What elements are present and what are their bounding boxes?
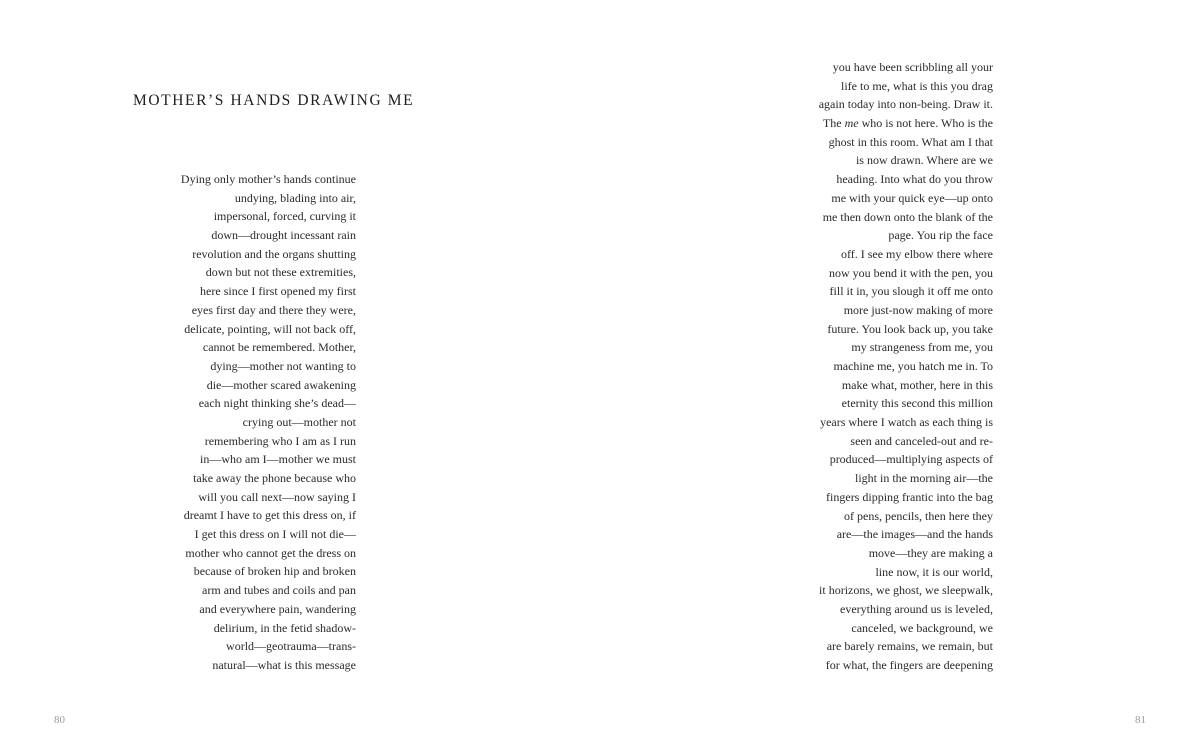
poem-line: take away the phone because who bbox=[193, 471, 356, 485]
poem-line: are barely remains, we remain, but bbox=[826, 639, 993, 654]
poem-line: more just-now making of more bbox=[843, 302, 993, 317]
page-number-left: 80 bbox=[54, 714, 65, 726]
poem-line: fill it in, you slough it off me onto bbox=[829, 284, 993, 299]
poem-line: seen and canceled-out and re- bbox=[850, 433, 993, 448]
poem-line: each night thinking she’s dead— bbox=[198, 396, 356, 411]
poem-line: light in the morning air—the bbox=[855, 471, 993, 486]
poem-line: heading. Into what do you throw bbox=[836, 172, 993, 187]
poem-line: delicate, pointing, will not back off, bbox=[184, 321, 356, 336]
poem-line: is now drawn. Where are we bbox=[855, 153, 993, 168]
poem-line: page. You rip the face bbox=[888, 228, 993, 243]
poem-line: machine me, you hatch me in. To bbox=[833, 359, 993, 373]
line-text: The bbox=[822, 116, 845, 131]
poem-line: make what, mother, here in this bbox=[841, 377, 993, 392]
left-poem-column bbox=[181, 170, 356, 675]
poem-line: are—the images—and the hands bbox=[836, 527, 993, 542]
poem-line: for what, the fingers are deepening bbox=[825, 658, 993, 672]
poem-line: cannot be remembered. Mother, bbox=[202, 340, 356, 355]
right-poem-column bbox=[819, 58, 993, 675]
italic-word: me bbox=[844, 116, 859, 131]
poem-line: mother who cannot get the dress on bbox=[185, 545, 356, 560]
poem-line: me then down onto the blank of the bbox=[822, 209, 993, 224]
poem-line: future. You look back up, you take bbox=[827, 321, 993, 336]
poem-line: now you bend it with the pen, you bbox=[829, 265, 993, 280]
poem-line: years where I watch as each thing is bbox=[820, 415, 993, 430]
poem-line: ghost in this room. What am I that bbox=[828, 134, 993, 149]
poem-line: move—they are making a bbox=[868, 545, 993, 560]
poem-line: I get this dress on I will not die— bbox=[194, 527, 356, 542]
poem-line: because of broken hip and broken bbox=[193, 564, 356, 579]
poem-line: line now, it is our world, bbox=[875, 564, 993, 579]
poem-line: world—geotrauma—trans- bbox=[226, 639, 356, 654]
poem-line: and everywhere pain, wandering bbox=[199, 601, 356, 616]
right-page bbox=[600, 0, 1200, 752]
poem-line: my strangeness from me, you bbox=[851, 340, 993, 355]
poem-line: arm and tubes and coils and pan bbox=[202, 583, 356, 598]
poem-line: it horizons, we ghost, we sleepwalk, bbox=[819, 583, 993, 598]
poem-line: crying out—mother not bbox=[242, 414, 356, 429]
poem-line: again today into non-being. Draw it. bbox=[818, 97, 993, 112]
poem-line: everything around us is leveled, bbox=[840, 601, 993, 616]
poem-line: life to me, what is this you drag bbox=[841, 78, 993, 93]
poem-line: down but not these extremities, bbox=[205, 265, 356, 280]
poem-line: me with your quick eye—up onto bbox=[831, 190, 993, 205]
poem-line: Dying only mother’s hands continue bbox=[180, 172, 356, 186]
poem-line: revolution and the organs shutting bbox=[192, 246, 356, 261]
poem-line: produced—multiplying aspects of bbox=[829, 452, 993, 467]
poem-line: eyes first day and there they were, bbox=[191, 302, 356, 317]
poem-line: die—mother scared awakening bbox=[206, 377, 356, 392]
poem-line: delirium, in the fetid shadow- bbox=[213, 620, 356, 635]
poem-line: in—who am I—mother we must bbox=[200, 452, 356, 467]
poem-line: remembering who I am as I run bbox=[204, 433, 356, 448]
poem-line: down—drought incessant rain bbox=[211, 228, 356, 243]
poem-line: you have been scribbling all your bbox=[832, 60, 993, 74]
poem-line: eternity this second this million bbox=[841, 396, 993, 411]
poem-line: undying, blading into air, bbox=[234, 190, 356, 205]
poem-line bbox=[819, 114, 993, 133]
poem-line: here since I first opened my first bbox=[200, 284, 356, 299]
poem-line: impersonal, forced, curving it bbox=[213, 209, 356, 224]
poem-line: natural—what is this message bbox=[212, 657, 356, 672]
poem-line: dying—mother not wanting to bbox=[210, 358, 356, 373]
poem-line: of pens, pencils, then here they bbox=[844, 508, 993, 523]
poem-line: dreamt I have to get this dress on, if bbox=[183, 508, 356, 523]
poem-line: off. I see my elbow there where bbox=[840, 246, 993, 261]
poem-title: MOTHER’S HANDS DRAWING ME bbox=[133, 92, 415, 109]
page-number-right: 81 bbox=[1135, 714, 1146, 726]
poem-line: will you call next—now saying I bbox=[198, 489, 356, 504]
poem-line: canceled, we background, we bbox=[851, 620, 993, 635]
line-text: who is not here. Who is the bbox=[858, 116, 993, 131]
poem-line: fingers dipping frantic into the bag bbox=[826, 489, 993, 504]
